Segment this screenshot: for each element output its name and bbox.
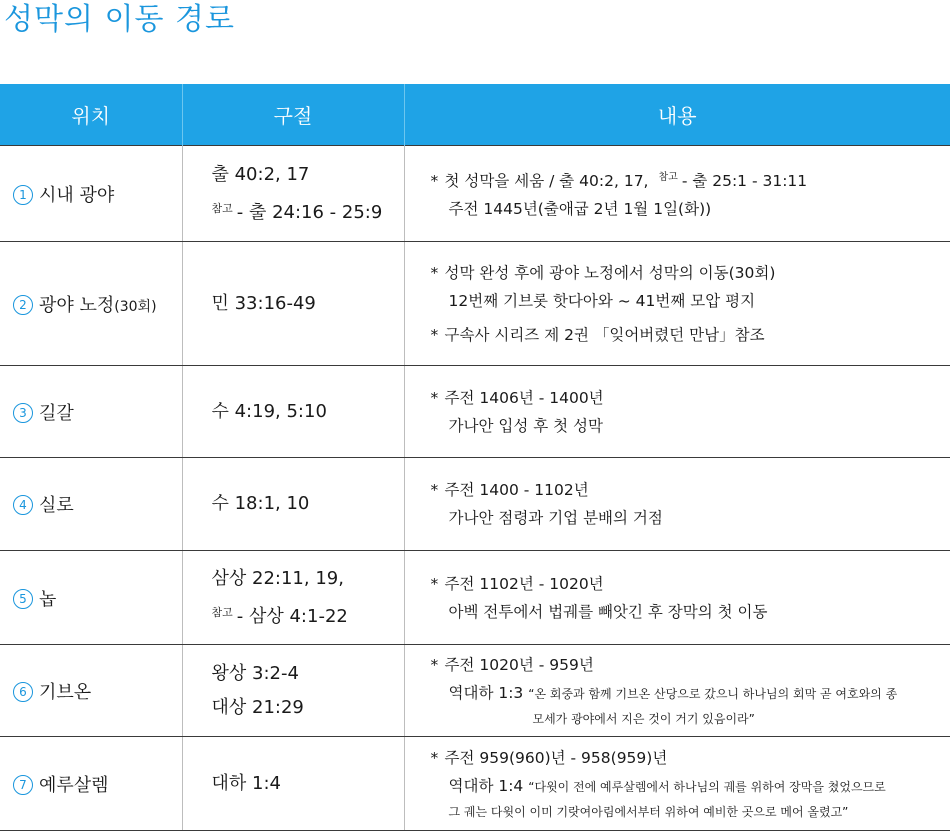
reference-line: 수 4:19, 5:10 xyxy=(211,400,327,422)
content-line: * 주전 959(960)년 - 958(959)년 xyxy=(430,749,668,767)
verse-quote: “다윗이 전에 예루살렘에서 하나님의 궤를 위하여 장막을 쳤었으므로 xyxy=(528,780,886,794)
location-cell xyxy=(0,645,182,737)
location-cell xyxy=(0,458,182,551)
content-text: 주전 1406년 - 1400년 xyxy=(444,388,604,407)
location-cell xyxy=(0,551,182,645)
table-row xyxy=(0,458,950,551)
table-row xyxy=(0,645,950,737)
table-row xyxy=(0,551,950,645)
location-name: 시내 광야 xyxy=(39,184,115,206)
header-reference: 구절 xyxy=(182,84,404,146)
content-line: * 주전 1020년 - 959년 xyxy=(430,656,594,674)
row-number: 4 xyxy=(13,495,33,515)
row-number: 7 xyxy=(13,775,33,795)
content-text: 성막 완성 후에 광야 노정에서 성막의 이동(30회) xyxy=(444,263,776,282)
route-table xyxy=(0,84,950,831)
content-line xyxy=(431,772,950,801)
reference-cell xyxy=(182,551,404,645)
content-line: 12번째 기브롯 핫다아와 ~ 41번째 모압 평지 xyxy=(448,291,756,310)
location-cell xyxy=(0,242,182,366)
location-name: 실로 xyxy=(39,495,74,516)
content-cell xyxy=(404,146,950,242)
content-line: 모세가 광야에서 지은 것이 거기 있음이라” xyxy=(532,712,755,726)
location-name: 광야 노정 xyxy=(39,294,115,316)
location-name: 놉 xyxy=(39,588,57,610)
reference-text: - 삼상 4:1-22 xyxy=(236,605,348,627)
content-cell xyxy=(404,242,950,366)
content-line: 아벡 전투에서 법궤를 빼앗긴 후 장막의 첫 이동 xyxy=(448,602,768,621)
content-text: - 출 25:1 - 31:11 xyxy=(681,172,808,190)
table-row xyxy=(0,242,950,366)
content-line: * 성막 완성 후에 광야 노정에서 성막의 이동(30회) xyxy=(430,263,776,282)
content-line: 그 궤는 다윗이 이미 기랏여아림에서부터 위하여 예비한 곳으로 메어 올렸고” xyxy=(448,805,849,819)
reference-cell xyxy=(182,242,404,366)
content-text: 주전 959(960)년 - 958(959)년 xyxy=(444,749,668,767)
verse-quote: “온 회중과 함께 기브온 산당으로 갔으니 하나님의 회막 곧 여호와의 종 xyxy=(528,687,898,701)
content-cell xyxy=(404,645,950,737)
row-number: 1 xyxy=(13,185,33,205)
verse-ref: 역대하 1:4 xyxy=(448,777,524,795)
location-name: 기브온 xyxy=(39,681,92,703)
content-cell xyxy=(404,737,950,831)
content-text: 구속사 시리즈 제 2권 「잊어버렸던 만남」참조 xyxy=(444,325,765,344)
content-line: 가나안 점령과 기업 분배의 거점 xyxy=(448,509,663,527)
reference-line: 삼상 22:11, 19, xyxy=(211,567,344,589)
reference-line xyxy=(212,192,404,230)
location-cell xyxy=(0,146,182,242)
content-line: * 첫 성막을 세움 / 출 40:2, 17, $^{참고}$ - 출 25:1 - 31:11 xyxy=(430,172,808,190)
content-line: * 주전 1102년 - 1020년 xyxy=(430,574,604,593)
reference-cell xyxy=(182,366,404,458)
reference-line: 대하 1:4 xyxy=(211,772,281,794)
content-text: 주전 1102년 - 1020년 xyxy=(444,574,604,593)
reference-tag: 참고 xyxy=(211,605,233,619)
header-location: 위치 xyxy=(0,84,182,146)
reference-line: 왕상 3:2-4 xyxy=(211,662,299,684)
content-text: 첫 성막을 세움 / 출 40:2, 17, xyxy=(444,172,649,190)
reference-line: 출 40:2, 17 xyxy=(211,163,310,185)
content-text: 주전 1400 - 1102년 xyxy=(444,481,589,499)
content-line: * 구속사 시리즈 제 2권 「잊어버렸던 만남」참조 xyxy=(430,325,765,344)
content-line: * 주전 1406년 - 1400년 xyxy=(430,388,604,407)
row-number: 2 xyxy=(13,295,33,315)
reference-text: - 출 24:16 - 25:9 xyxy=(236,201,383,223)
reference-line: 대상 21:29 xyxy=(211,696,304,718)
content-cell xyxy=(404,551,950,645)
location-name: 예루살렘 xyxy=(39,774,109,796)
content-line: * 주전 1400 - 1102년 xyxy=(430,481,589,499)
reference-tag: 참고 xyxy=(211,201,233,215)
location-name: 길갈 xyxy=(39,402,74,424)
reference-tag: 참고 xyxy=(658,172,678,183)
location-cell xyxy=(0,366,182,458)
reference-cell xyxy=(182,645,404,737)
content-cell xyxy=(404,366,950,458)
table-row xyxy=(0,366,950,458)
content-line: 주전 1445년(출애굽 2년 1월 1일(화)) xyxy=(448,200,712,218)
location-cell xyxy=(0,737,182,831)
reference-cell xyxy=(182,458,404,551)
content-text: 주전 1020년 - 959년 xyxy=(444,656,594,674)
table-row xyxy=(0,146,950,242)
verse-ref: 역대하 1:3 xyxy=(448,684,524,702)
location-count: (30회) xyxy=(114,298,157,315)
reference-line: 수 18:1, 10 xyxy=(211,493,310,514)
content-line: 가나안 입성 후 첫 성막 xyxy=(448,416,603,435)
table-row xyxy=(0,737,950,831)
content-line xyxy=(431,679,950,708)
table-header-row xyxy=(0,84,950,146)
reference-cell xyxy=(182,737,404,831)
content-cell xyxy=(404,458,950,551)
reference-line: 민 33:16-49 xyxy=(211,292,316,314)
row-number: 5 xyxy=(13,589,33,609)
row-number: 3 xyxy=(13,403,33,423)
header-content: 내용 xyxy=(404,84,950,146)
page-title: 성막의 이동 경로 xyxy=(4,2,235,37)
row-number: 6 xyxy=(13,682,33,702)
reference-cell xyxy=(182,146,404,242)
reference-line xyxy=(212,596,404,634)
